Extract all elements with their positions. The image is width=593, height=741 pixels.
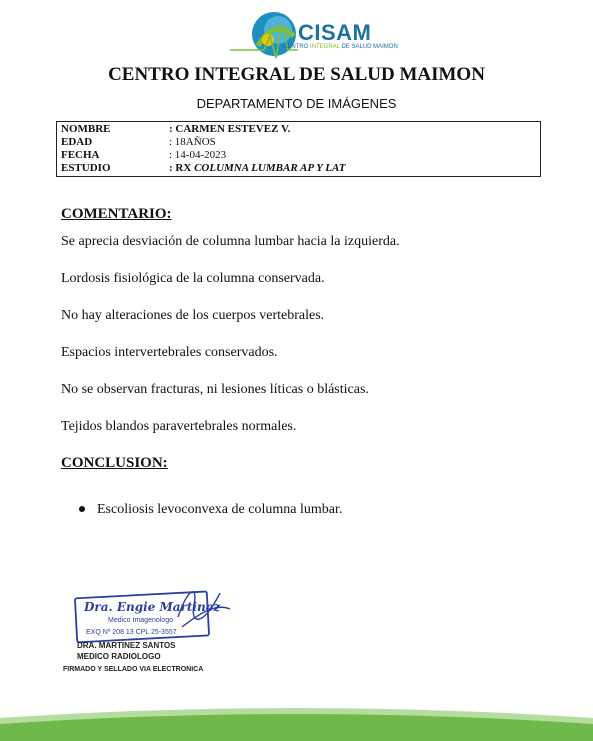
- stamp-name: Dra. Engie Martinez: [84, 600, 221, 614]
- conclusion-text: Escoliosis levoconvexa de columna lumbar.: [97, 502, 343, 517]
- info-value: : CARMEN ESTEVEZ V.: [169, 123, 291, 135]
- info-value: : 18AÑOS: [169, 136, 216, 148]
- stamp-exq: EXQ Nº 208 13 CPL 25-3557: [86, 629, 177, 636]
- signature-note: FIRMADO Y SELLADO VIA ELECTRONICA: [63, 666, 204, 673]
- finding-line: Se aprecia desviación de columna lumbar hacia la izquierda.: [61, 234, 400, 249]
- finding-line: Tejidos blandos paravertebrales normales.: [61, 419, 297, 434]
- logo-tagline: CENTRO INTEGRAL DE SALUD MAIMON: [283, 44, 398, 50]
- conclusion-heading: CONCLUSION:: [61, 455, 168, 471]
- stamp-role: Medico Imagenologo: [108, 617, 173, 624]
- finding-line: Espacios intervertebrales conservados.: [61, 345, 278, 360]
- info-row-estudio: [61, 162, 540, 175]
- comment-heading: COMENTARIO:: [61, 206, 172, 222]
- logo-text: CISAM: [298, 20, 372, 45]
- conclusion-item: [79, 502, 342, 518]
- department-subtitle: DEPARTAMENTO DE IMÁGENES: [196, 96, 397, 111]
- info-label: ESTUDIO: [61, 162, 111, 174]
- bullet-icon: [79, 506, 85, 512]
- signer-name: DRA. MARTINEZ SANTOS: [77, 641, 176, 650]
- signer-role: MEDICO RADIOLOGO: [77, 652, 161, 661]
- info-row-edad: [61, 136, 540, 149]
- info-label: FECHA: [61, 149, 100, 161]
- info-row-nombre: [61, 123, 540, 136]
- info-value: : RX COLUMNA LUMBAR AP Y LAT: [169, 162, 346, 174]
- patient-info-box: [56, 121, 541, 177]
- info-row-fecha: [61, 149, 540, 162]
- info-label: NOMBRE: [61, 123, 111, 135]
- info-label: EDAD: [61, 136, 93, 148]
- footer-wave: [0, 700, 593, 741]
- finding-line: No hay alteraciones de los cuerpos vertebrales.: [61, 308, 325, 323]
- signature-stamp: [70, 583, 240, 645]
- finding-line: Lordosis fisiológica de la columna conservada.: [61, 271, 325, 286]
- finding-line: No se observan fracturas, ni lesiones líticas o blásticas.: [61, 382, 369, 397]
- page-title: CENTRO INTEGRAL DE SALUD MAIMON: [108, 64, 485, 85]
- info-value: : 14-04-2023: [169, 149, 227, 161]
